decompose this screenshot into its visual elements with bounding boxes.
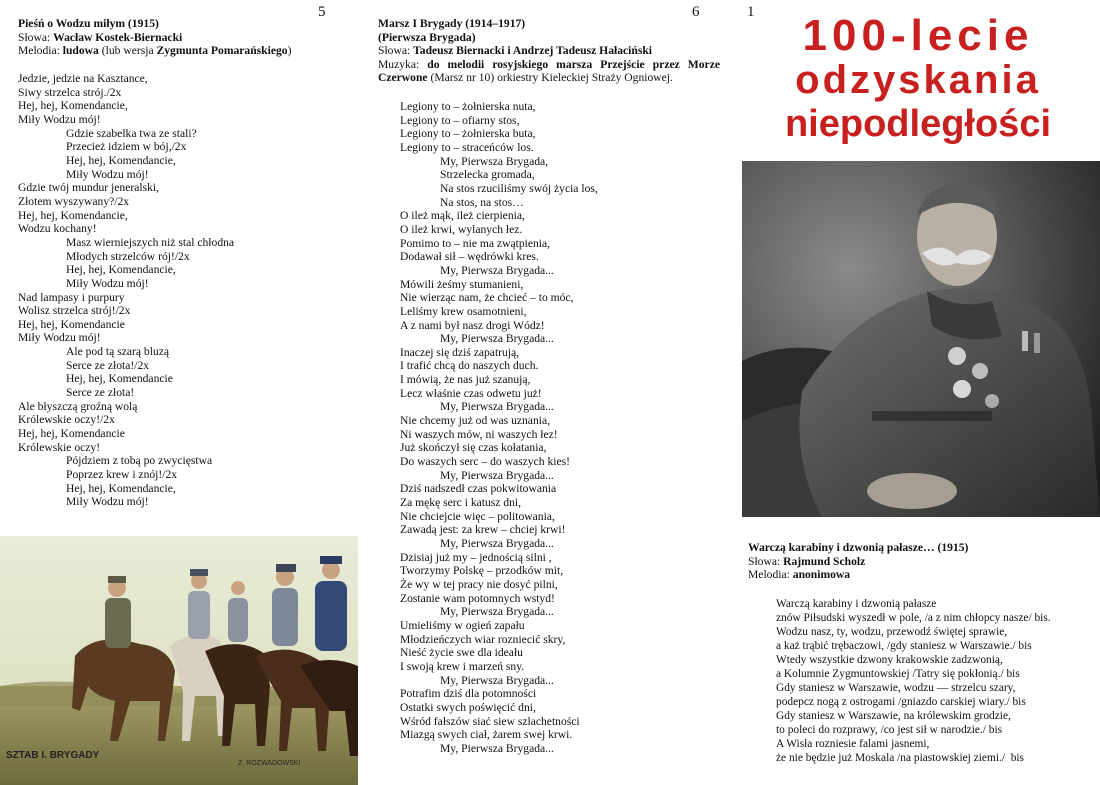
lyric-line: Ale błyszczą groźną wolą [18,399,138,413]
lyric-line: Hej, hej, Komendancie, [66,481,176,495]
lyric-line: Hej, hej, Komendancie, [66,153,176,167]
lyric-line: Miły Wodzu mój! [66,495,149,509]
lyric-line: My, Pierwsza Brygada, [440,154,549,168]
song-header [18,17,358,58]
page-number: 6 [692,4,700,20]
lyric-line: Inaczej się dziś zapatrują, [400,345,520,359]
lyric-line: A z nami był nasz drogi Wódz! [400,318,545,332]
lyric-line: Dodawał sił – wędrówki kres. [400,250,539,264]
melody-value: anonimowa [792,568,851,582]
lyric-line: Za mękę serc i katusz dni, [400,496,522,510]
lyric-line: Wśród fałszów siać siew szlachetności [400,714,580,728]
lyric-line: Hej, hej, Komendancie [66,372,173,386]
lyric-line: My, Pierwsza Brygada... [440,537,554,550]
lyric-line: Ale pod tą szarą bluzą [66,345,170,359]
lyric-line: Hej, hej, Komendancie, [66,263,176,277]
lyric-line: Jedzie, jedzie na Kasztance, [18,72,148,85]
lyric-line: Przecież idziem w bój,/2x [66,140,187,154]
portrait-image [742,161,1100,517]
lyric-line: Miły Wodzu mój! [66,276,149,290]
lyric-line: My, Pierwsza Brygada... [440,332,554,346]
lyric-line: Warczą karabiny i dzwonią pałasze [776,598,937,610]
lyric-line: Miazgą swych ciał, żarem swej krwi. [400,728,573,742]
lyric-line: Serce ze złota! [66,386,135,400]
lyric-line: Gdy staniesz w Warszawie, wodzu — strzelcu szary, [776,682,1016,694]
lyric-line: Wodzu nasz, ty, wodzu, przewodź świętej sprawie, [776,626,1008,638]
lyric-line: Pójdziem z tobą po zwycięstwa [66,454,213,468]
lyric-line: Dziś nadszedł czas pokwitowania [400,482,557,496]
words-label: Słowa: [378,44,414,58]
lyric-line: Że wy w tej pracy nie dosyć pilni, [400,577,558,591]
page-number: 1 [747,4,755,20]
lyric-line: że nie będzie już Moskala /na piastowskiej ziemi./ bis [776,752,1024,764]
melody-label: Melodia: [748,568,793,582]
lyric-line: Do waszych serc – do waszych kies! [400,455,570,469]
words-author: Rajmund Scholz [783,554,866,568]
page-6 [366,0,733,785]
lyric-line: Gdy staniesz w Warszawie, na królewskim grodzie, [776,710,1011,722]
lyric-line: My, Pierwsza Brygada... [440,605,554,619]
words-label: Słowa: [18,30,54,44]
cover-title-line2: odzyskania [795,58,1041,102]
lyric-line: Wtedy wszystkie dzwony krakowskie zadzwonią, [776,654,1003,666]
song-lyrics [18,72,234,509]
lyric-line: Złotem wyszywany?/2x [18,194,130,208]
painting-caption-left: SZTAB I. BRYGADY [6,750,100,761]
melody-label: Melodia: [18,44,63,58]
lyric-line: Mówili żeśmy stumanieni, [400,277,524,291]
song-header [378,17,720,85]
lyric-line: podepcz nogą z ostrogami /gniazdo carskiej wiary./ bis [776,696,1026,708]
music-extra: (Marsz nr 10) orkiestry Kieleckiej Straży Ogniowej. [427,71,673,85]
lyric-line: a Kolumnie Zygmuntowskiej /Tatry się pokłonią./ bis [776,668,1020,680]
lyric-line: Strzelecka gromada, [440,168,535,182]
lyric-line: Zostanie wam potomnych wstyd! [400,591,555,605]
lyric-line: Serce ze złota!/2x [66,358,150,372]
lyric-line: My, Pierwsza Brygada... [440,468,554,482]
portrait-photo [742,161,1100,517]
lyric-line: My, Pierwsza Brygada... [440,400,554,414]
lyric-line: Hej, hej, Komendancie [18,427,125,441]
lyric-line: Gdzie twój mundur jeneralski, [18,181,160,195]
lyric-line: Królewskie oczy! [18,440,101,454]
lyric-line: Legiony to – straceńców los. [400,140,534,154]
lyric-line: Na stos rzuciliśmy swój życia los, [440,181,598,195]
music-value: do melodii rosyjskiego marsza Przejście przez Morze Czerwone [378,57,720,85]
lyric-line: Dzisiaj już my – jednością silni , [400,550,552,564]
lyric-line: A Wisła rozniesie falami jasnemi, [776,738,930,750]
painting-image [0,536,358,785]
song-title: Warczą karabiny i dzwonią pałasze… (1915) [748,541,969,554]
lyric-line: Królewskie oczy!/2x [18,413,115,427]
lyric-line: Siwy strzelca strój./2x [18,85,122,99]
words-author: Wacław Kostek-Biernacki [53,30,183,44]
lyric-line: to poleci do rozprawy, /co jest sił w narodzie./ bis [776,724,1003,736]
lyric-line: Tworzymy Polskę – przodków mit, [400,564,564,578]
song-lyrics [400,100,598,756]
words-author: Tadeusz Biernacki i Andrzej Tadeusz Hałaciński [413,44,653,58]
lyric-line: Wolisz strzelca strój!/2x [18,304,131,318]
song-title: Pieśń o Wodzu miłym (1915) [18,17,159,30]
song-header [748,541,1088,582]
lyric-line: Potrafim dziś dla potomności [400,687,537,701]
lyric-line: Pomimo to – nie ma zwątpienia, [400,236,551,250]
lyric-line: Młodzieńczych wiar rozniecić skry, [400,632,566,646]
lyric-line: I trafić chcą do naszych duch. [400,359,539,373]
painting-illustration [0,536,358,785]
lyric-line: Masz wierniejszych niż stal chłodna [66,235,235,249]
lyric-line: Nie chcemy już od was uznania, [400,414,551,428]
melody-extra: (lub wersja [98,44,157,58]
lyric-line: Ni waszych mów, ni waszych łez! [400,427,558,441]
lyric-line: Nieść życie swe dla ideału [400,646,523,660]
page-5 [0,0,366,785]
lyric-line: Leliśmy krew osamotnieni, [400,304,527,318]
music-label: Muzyka: [378,57,428,71]
lyric-line: O ileż mąk, ileż cierpienia, [400,209,525,223]
cover-title-line1: 100-lecie [802,11,1034,60]
lyric-line: O ileż krwi, wylanych łez. [400,222,523,236]
lyric-line: Lecz właśnie czas odwetu już! [400,386,542,400]
song-title: Marsz I Brygady (1914–1917) [378,17,526,30]
lyric-line: Nie chciejcie więc – politowania, [400,509,555,523]
lyric-line: Na stos, na stos… [440,195,524,209]
lyric-line: Hej, hej, Komendancie, [18,208,128,222]
lyric-line: Hej, hej, Komendancie, [18,99,128,113]
cover-title [773,11,1063,146]
melody-alt: Zygmunta Pomarańskiego [156,44,288,58]
lyric-line: My, Pierwsza Brygada... [440,741,554,755]
song-subtitle: (Pierwsza Brygada) [378,30,476,44]
cover-title-line3: niepodległości [784,103,1052,145]
lyric-line: Już skończył się czas kołatania, [400,441,547,455]
lyric-line: Wodzu kochany! [18,222,97,236]
lyric-line: Zawadą jest: za krew – chciej krwi! [400,523,566,537]
lyric-line: Młodych strzelców rój!/2x [66,249,190,263]
lyric-line: Legiony to – żołnierska buta, [400,127,536,141]
lyric-line: Poprzez krew i znój!/2x [66,468,178,482]
page-number: 5 [318,4,326,20]
lyric-line: I mówią, że nas już szanują, [400,373,531,387]
lyric-line: Nad lampasy i purpury [18,290,125,304]
words-label: Słowa: [748,554,784,568]
lyric-line: Ostatki swych poświęcić dni, [400,700,536,714]
lyric-line: Legiony to – ofiarny stos, [400,113,520,127]
lyric-line: Hej, hej, Komendancie [18,317,125,331]
lyric-line: znów Piłsudski wyszedł w pole, /a z nim chłopcy nasze/ bis. [776,612,1051,624]
lyric-line: Umieliśmy w ogień zapału [400,618,525,632]
lyric-line: a każ trąbić trębaczowi, /gdy staniesz w Warszawie./ bis [776,640,1032,652]
lyric-line: Legiony to – żołnierska nuta, [400,100,536,113]
page-1 [733,0,1100,785]
lyric-line: My, Pierwsza Brygada... [440,673,554,687]
melody-value: ludowa [62,44,99,58]
lyric-line: Nie wierząc nam, że chcieć – to móc, [400,291,574,305]
painting-signature: Z. ROZWADOWSKI [238,760,301,767]
lyric-line: Miły Wodzu mój! [18,112,101,126]
lyric-line: Miły Wodzu mój! [18,331,101,345]
lyric-line: My, Pierwsza Brygada... [440,263,554,277]
lyric-line: Gdzie szabelka twa ze stali? [66,126,197,140]
lyric-line: I swoją krew i marzeń sny. [400,659,525,673]
song-lyrics [776,597,1051,765]
melody-close: ) [287,44,292,58]
lyric-line: Miły Wodzu mój! [66,167,149,181]
